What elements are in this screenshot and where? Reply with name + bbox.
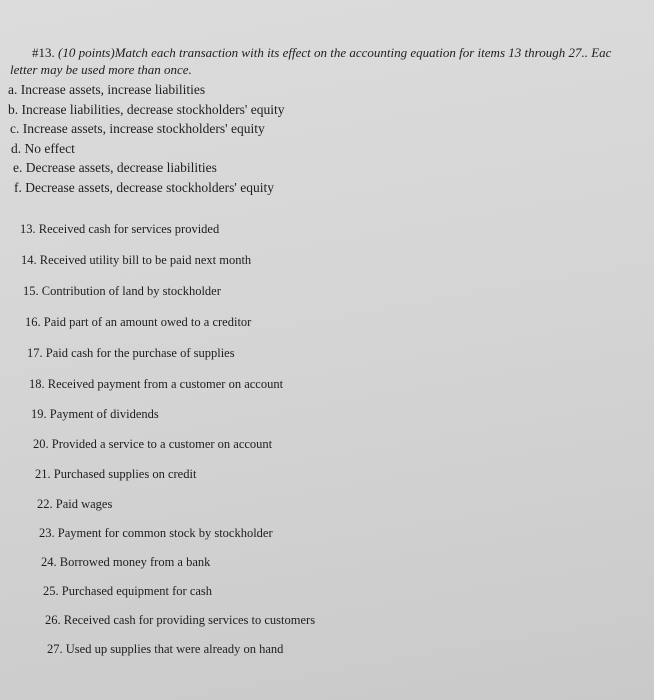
transaction-item-13: 13. Received cash for services provided xyxy=(20,222,220,236)
transaction-item-14: 14. Received utility bill to be paid next month xyxy=(21,253,252,267)
question-instruction: Match each transaction with its effect on the accounting equation for items 13 through 27.. Eac xyxy=(114,45,612,60)
transaction-item-16: 16. Paid part of an amount owed to a creditor xyxy=(25,315,252,329)
transaction-item-15: 15. Contribution of land by stockholder xyxy=(23,284,221,298)
option-b: b. Increase liabilities, decrease stockholders' equity xyxy=(8,101,285,117)
option-a: a. Increase assets, increase liabilities xyxy=(8,82,206,97)
option-d: d. No effect xyxy=(11,140,75,156)
transaction-item-27: 27. Used up supplies that were already on hand xyxy=(47,642,284,656)
transaction-item-19: 19. Payment of dividends xyxy=(31,407,159,421)
transaction-item-25: 25. Purchased equipment for cash xyxy=(43,584,213,598)
transaction-item-18: 18. Received payment from a customer on account xyxy=(29,377,284,391)
question-points: (10 points) xyxy=(58,45,115,60)
transaction-item-24: 24. Borrowed money from a bank xyxy=(41,555,211,569)
transaction-item-22: 22. Paid wages xyxy=(37,497,113,511)
transaction-item-17: 17. Paid cash for the purchase of supplies xyxy=(27,346,235,360)
question-instruction-line-1 xyxy=(10,44,654,61)
transaction-item-23: 23. Payment for common stock by stockholder xyxy=(39,526,273,540)
option-e: e. Decrease assets, decrease liabilities xyxy=(13,160,217,175)
option-c: c. Increase assets, increase stockholders' equity xyxy=(10,121,265,136)
answer-options-list xyxy=(8,80,284,197)
question-header xyxy=(10,44,654,78)
transaction-item-26: 26. Received cash for providing services to customers xyxy=(45,613,316,627)
question-instruction-line-2: letter may be used more than once. xyxy=(10,62,192,77)
option-f: f. Decrease assets, decrease stockholders' equity xyxy=(14,179,274,195)
transaction-item-20: 20. Provided a service to a customer on account xyxy=(33,437,273,451)
question-number: #13. xyxy=(32,45,55,60)
transaction-item-21: 21. Purchased supplies on credit xyxy=(35,467,197,481)
